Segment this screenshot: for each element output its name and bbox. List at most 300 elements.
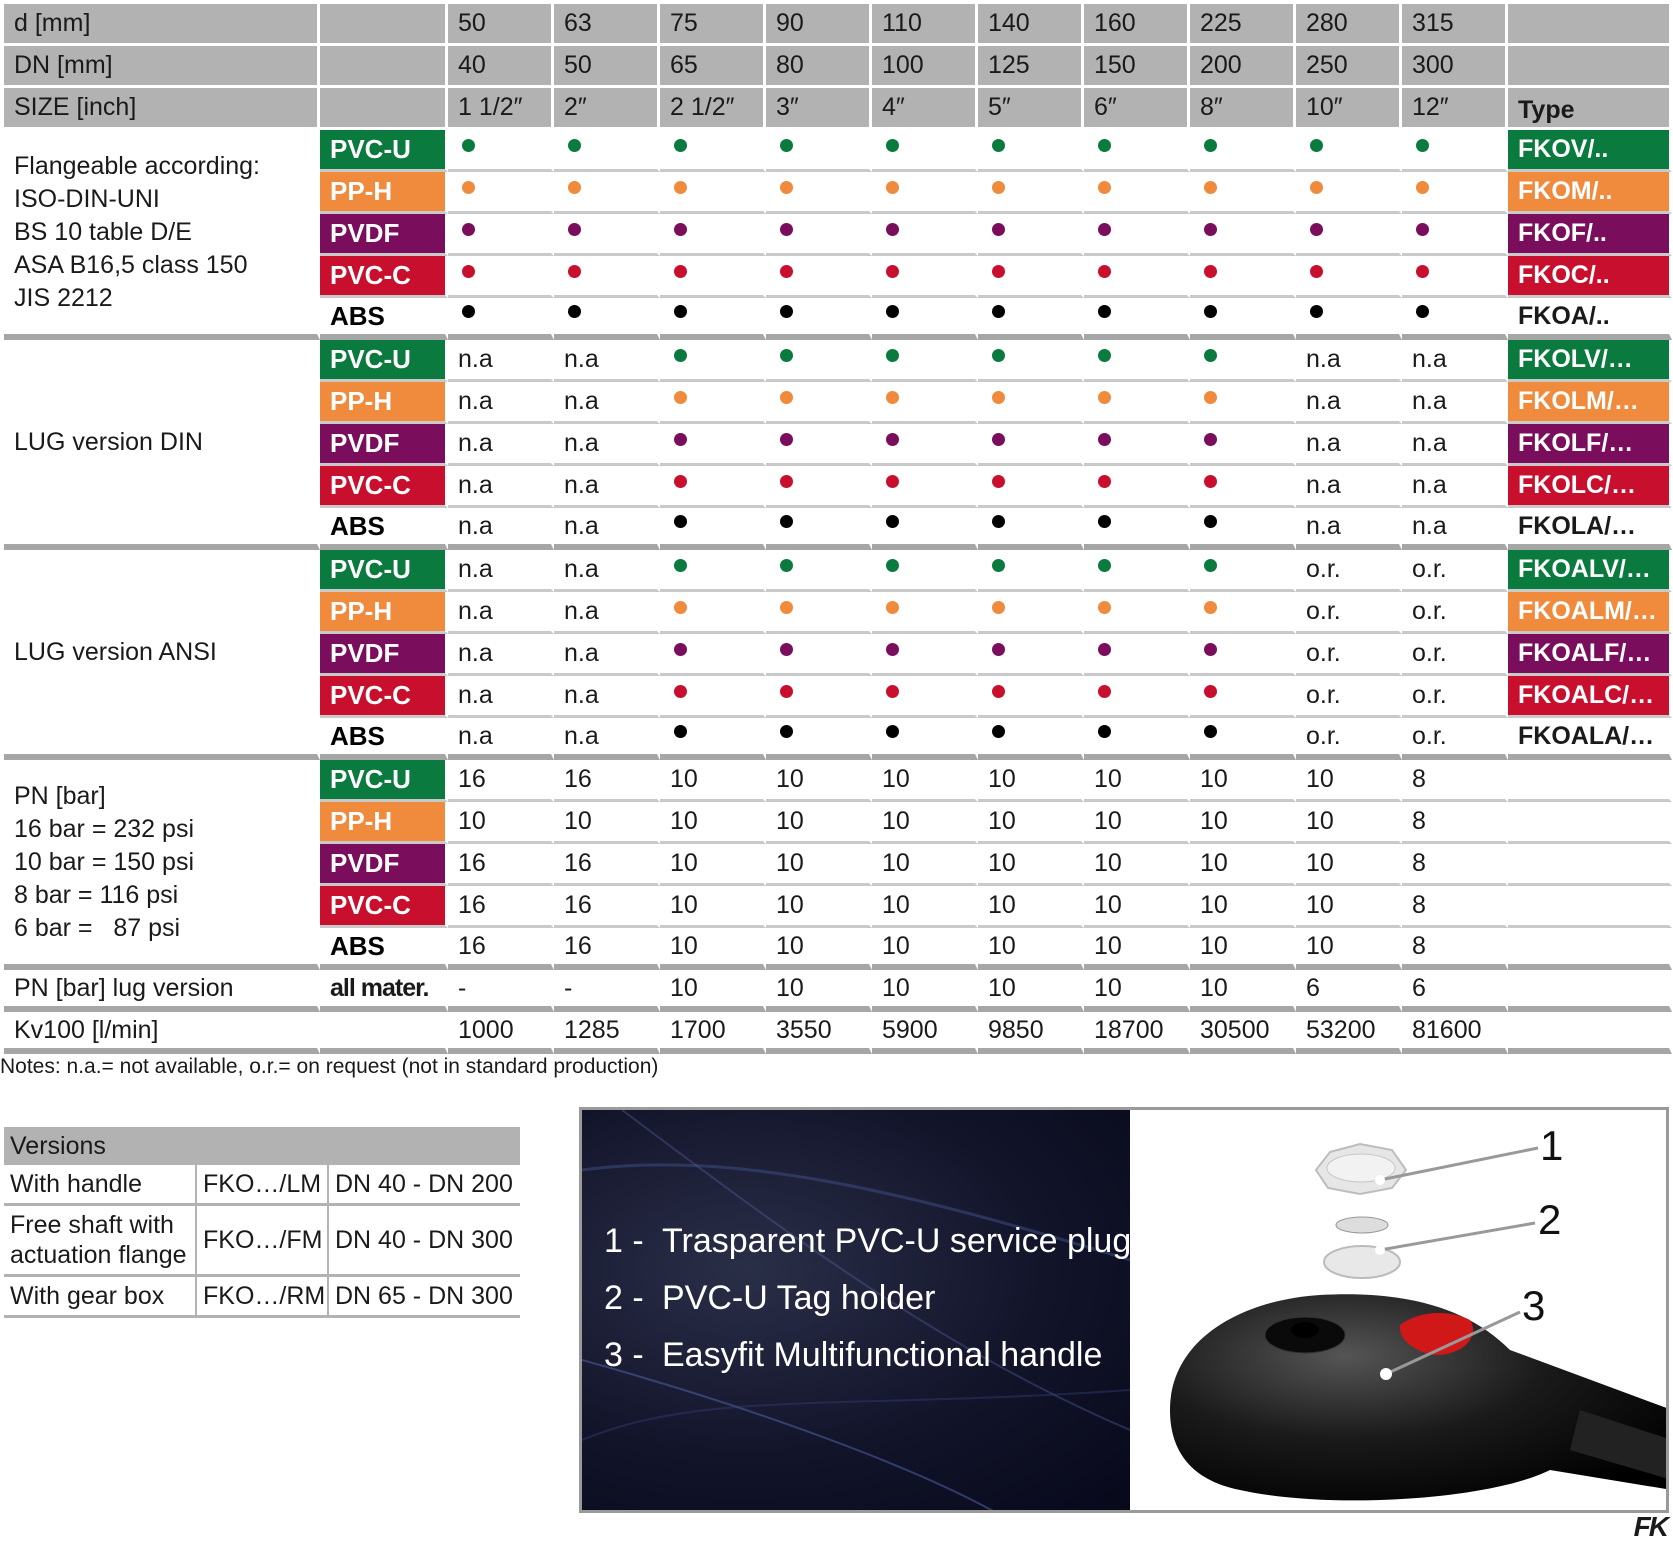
header-value: 100 xyxy=(872,46,978,88)
table-cell xyxy=(978,172,1084,214)
table-cell xyxy=(766,214,872,256)
availability-dot xyxy=(1204,265,1217,278)
header-value: 280 xyxy=(1296,4,1402,46)
table-cell: 10 xyxy=(1296,928,1402,970)
table-cell: n.a xyxy=(448,508,554,550)
header-value: 1 1/2″ xyxy=(448,88,554,130)
type-code: FKOLA/… xyxy=(1508,508,1672,550)
availability-dot xyxy=(674,305,687,318)
version-row xyxy=(4,1165,520,1205)
material-row xyxy=(4,550,1672,592)
table-cell xyxy=(872,340,978,382)
table-cell xyxy=(1190,718,1296,760)
table-cell xyxy=(448,130,554,172)
table-cell: 81600 xyxy=(1402,1012,1508,1054)
table-cell: n.a xyxy=(1296,382,1402,424)
availability-dot xyxy=(1310,265,1323,278)
table-cell xyxy=(978,676,1084,718)
availability-dot xyxy=(992,685,1005,698)
table-cell: 10 xyxy=(1190,928,1296,970)
table-cell xyxy=(1402,256,1508,298)
table-cell xyxy=(978,592,1084,634)
header-value: 50 xyxy=(554,46,660,88)
availability-dot xyxy=(674,725,687,738)
availability-dot xyxy=(568,305,581,318)
material-badge: PVC-U xyxy=(320,550,448,592)
header-value: 50 xyxy=(448,4,554,46)
type-code: FKOC/.. xyxy=(1508,256,1672,298)
header-value: 8″ xyxy=(1190,88,1296,130)
availability-dot xyxy=(568,223,581,236)
material-badge: PVC-C xyxy=(320,676,448,718)
availability-dot xyxy=(780,601,793,614)
table-cell: 10 xyxy=(660,760,766,802)
table-cell xyxy=(978,214,1084,256)
table-cell: 10 xyxy=(660,928,766,970)
table-cell: 8 xyxy=(1402,928,1508,970)
header-row xyxy=(4,46,1672,88)
group-label-line: 16 bar = 232 psi xyxy=(14,814,194,843)
table-cell: n.a xyxy=(1402,466,1508,508)
table-cell xyxy=(978,340,1084,382)
material-row xyxy=(4,340,1672,382)
type-code: FKOA/.. xyxy=(1508,298,1672,340)
legend-number: 3 - xyxy=(604,1336,644,1374)
availability-dot xyxy=(1098,181,1111,194)
table-cell xyxy=(872,214,978,256)
table-cell xyxy=(1084,172,1190,214)
table-cell: n.a xyxy=(554,424,660,466)
table-cell: 10 xyxy=(1190,802,1296,844)
availability-dot xyxy=(1204,391,1217,404)
table-cell xyxy=(1190,634,1296,676)
table-cell xyxy=(660,130,766,172)
type-code: FKOV/.. xyxy=(1508,130,1672,172)
table-cell xyxy=(872,718,978,760)
table-cell xyxy=(1190,214,1296,256)
fk-logo: FK xyxy=(1633,1511,1667,1542)
availability-dot xyxy=(462,223,475,236)
table-cell xyxy=(660,466,766,508)
availability-dot xyxy=(886,559,899,572)
availability-dot xyxy=(674,349,687,362)
header-value: 200 xyxy=(1190,46,1296,88)
availability-dot xyxy=(992,391,1005,404)
table-cell: 10 xyxy=(978,928,1084,970)
table-cell: 8 xyxy=(1402,802,1508,844)
table-cell xyxy=(1084,634,1190,676)
version-name: With gear box xyxy=(4,1276,196,1317)
availability-dot xyxy=(1204,475,1217,488)
table-cell xyxy=(872,130,978,172)
availability-dot xyxy=(886,181,899,194)
availability-dot xyxy=(462,305,475,318)
header-value: 63 xyxy=(554,4,660,46)
availability-dot xyxy=(780,515,793,528)
table-cell xyxy=(872,634,978,676)
header-value: 40 xyxy=(448,46,554,88)
table-cell: - xyxy=(448,970,554,1012)
table-cell: o.r. xyxy=(1296,592,1402,634)
availability-dot xyxy=(674,391,687,404)
availability-dot xyxy=(886,305,899,318)
table-cell xyxy=(660,424,766,466)
table-cell: 16 xyxy=(448,760,554,802)
table-cell: 10 xyxy=(1296,802,1402,844)
table-cell xyxy=(1190,130,1296,172)
header-value: 80 xyxy=(766,46,872,88)
table-cell xyxy=(1084,298,1190,340)
table-cell xyxy=(872,592,978,634)
table-cell xyxy=(872,172,978,214)
group-label-line: ISO-DIN-UNI xyxy=(14,184,160,213)
header-label: d [mm] xyxy=(4,4,320,46)
availability-dot xyxy=(886,433,899,446)
table-cell: n.a xyxy=(1402,340,1508,382)
table-cell xyxy=(660,676,766,718)
header-value: 3″ xyxy=(766,88,872,130)
table-cell: n.a xyxy=(448,382,554,424)
header-blank xyxy=(320,4,448,46)
availability-dot xyxy=(674,475,687,488)
table-cell: o.r. xyxy=(1296,676,1402,718)
table-cell: 1700 xyxy=(660,1012,766,1054)
table-cell: 53200 xyxy=(1296,1012,1402,1054)
material-badge: PVDF xyxy=(320,424,448,466)
availability-dot xyxy=(1310,181,1323,194)
table-cell: n.a xyxy=(448,676,554,718)
availability-dot xyxy=(568,181,581,194)
table-cell xyxy=(1402,130,1508,172)
table-cell: 8 xyxy=(1402,844,1508,886)
table-cell: n.a xyxy=(448,466,554,508)
table-cell xyxy=(872,676,978,718)
availability-dot xyxy=(674,433,687,446)
table-cell: 8 xyxy=(1402,760,1508,802)
table-cell xyxy=(766,634,872,676)
availability-dot xyxy=(1204,559,1217,572)
type-code: FKOLF/… xyxy=(1508,424,1672,466)
table-cell xyxy=(660,172,766,214)
table-cell: n.a xyxy=(554,340,660,382)
availability-dot xyxy=(1098,139,1111,152)
availability-dot xyxy=(1416,181,1429,194)
availability-dot xyxy=(780,139,793,152)
table-cell xyxy=(766,466,872,508)
material-badge: PVC-U xyxy=(320,760,448,802)
table-cell xyxy=(1084,592,1190,634)
legend-item-1 xyxy=(604,1222,1131,1261)
table-cell xyxy=(1296,256,1402,298)
table-cell: 10 xyxy=(978,886,1084,928)
group-label-line: 10 bar = 150 psi xyxy=(14,847,194,876)
material-badge: ABS xyxy=(320,718,448,760)
availability-dot xyxy=(886,265,899,278)
legend-background xyxy=(582,1110,1130,1510)
header-blank xyxy=(320,46,448,88)
header-value: 2 1/2″ xyxy=(660,88,766,130)
table-cell: 10 xyxy=(660,970,766,1012)
table-cell: 10 xyxy=(1084,886,1190,928)
material-badge: PP-H xyxy=(320,802,448,844)
type-code: FKOLV/… xyxy=(1508,340,1672,382)
availability-dot xyxy=(886,515,899,528)
table-cell xyxy=(872,424,978,466)
table-cell xyxy=(766,676,872,718)
table-cell xyxy=(1190,592,1296,634)
availability-dot xyxy=(674,601,687,614)
table-cell: o.r. xyxy=(1402,676,1508,718)
availability-dot xyxy=(674,139,687,152)
table-cell: 1000 xyxy=(448,1012,554,1054)
table-cell: 10 xyxy=(1084,928,1190,970)
availability-dot xyxy=(780,391,793,404)
header-value: 300 xyxy=(1402,46,1508,88)
availability-dot xyxy=(1098,601,1111,614)
type-code xyxy=(1508,844,1672,886)
availability-dot xyxy=(1204,181,1217,194)
table-cell: n.a xyxy=(1296,508,1402,550)
table-cell xyxy=(1190,424,1296,466)
availability-dot xyxy=(886,643,899,656)
table-cell xyxy=(1084,214,1190,256)
material-badge: PVDF xyxy=(320,214,448,256)
table-cell: 10 xyxy=(872,886,978,928)
availability-dot xyxy=(992,643,1005,656)
material-badge: ABS xyxy=(320,928,448,970)
table-cell: 10 xyxy=(978,802,1084,844)
valve-spec-table xyxy=(4,4,1672,1054)
availability-dot xyxy=(992,305,1005,318)
availability-dot xyxy=(780,433,793,446)
availability-dot xyxy=(780,265,793,278)
availability-dot xyxy=(1204,223,1217,236)
group-label xyxy=(4,760,320,970)
table-cell: n.a xyxy=(1402,508,1508,550)
availability-dot xyxy=(462,265,475,278)
table-cell: 10 xyxy=(1084,802,1190,844)
product-photo-panel xyxy=(579,1107,1669,1513)
legend-text: Trasparent PVC-U service plug xyxy=(662,1222,1132,1260)
header-value: 225 xyxy=(1190,4,1296,46)
table-cell: 9850 xyxy=(978,1012,1084,1054)
table-cell: n.a xyxy=(448,634,554,676)
availability-dot xyxy=(780,643,793,656)
availability-dot xyxy=(1416,223,1429,236)
material-badge: PP-H xyxy=(320,382,448,424)
table-cell xyxy=(978,256,1084,298)
table-cell xyxy=(448,214,554,256)
table-cell xyxy=(766,550,872,592)
table-cell: 10 xyxy=(872,844,978,886)
table-cell: 30500 xyxy=(1190,1012,1296,1054)
table-cell: 6 xyxy=(1402,970,1508,1012)
table-cell: o.r. xyxy=(1296,718,1402,760)
availability-dot xyxy=(780,223,793,236)
availability-dot xyxy=(674,559,687,572)
table-cell xyxy=(766,172,872,214)
version-name: Free shaft with actuation flange xyxy=(4,1205,196,1276)
table-cell xyxy=(660,214,766,256)
type-code xyxy=(1508,886,1672,928)
table-cell: n.a xyxy=(554,550,660,592)
table-cell: 16 xyxy=(448,844,554,886)
table-cell: n.a xyxy=(1296,424,1402,466)
table-cell xyxy=(660,340,766,382)
table-cell xyxy=(978,298,1084,340)
table-cell xyxy=(1190,382,1296,424)
type-code: FKOF/.. xyxy=(1508,214,1672,256)
group-label-line: LUG version ANSI xyxy=(14,637,217,666)
table-cell: n.a xyxy=(554,592,660,634)
header-value: 250 xyxy=(1296,46,1402,88)
table-cell: o.r. xyxy=(1402,634,1508,676)
table-cell: n.a xyxy=(1296,466,1402,508)
table-cell xyxy=(554,256,660,298)
versions-title: Versions xyxy=(4,1127,520,1165)
legend-text: PVC-U Tag holder xyxy=(662,1279,936,1317)
table-cell: 10 xyxy=(766,928,872,970)
version-row xyxy=(4,1205,520,1276)
table-cell xyxy=(1296,130,1402,172)
table-cell: n.a xyxy=(554,508,660,550)
table-cell xyxy=(1402,172,1508,214)
availability-dot xyxy=(886,349,899,362)
availability-dot xyxy=(1416,139,1429,152)
availability-dot xyxy=(1098,725,1111,738)
table-cell: n.a xyxy=(554,718,660,760)
table-cell xyxy=(1190,172,1296,214)
table-cell: 6 xyxy=(1296,970,1402,1012)
table-cell: 10 xyxy=(766,802,872,844)
table-cell: 1285 xyxy=(554,1012,660,1054)
table-cell xyxy=(1084,130,1190,172)
table-cell: n.a xyxy=(554,634,660,676)
table-cell xyxy=(448,298,554,340)
header-row xyxy=(4,88,1672,130)
table-cell: o.r. xyxy=(1296,550,1402,592)
table-cell: n.a xyxy=(448,340,554,382)
table-cell: 5900 xyxy=(872,1012,978,1054)
availability-dot xyxy=(1204,515,1217,528)
availability-dot xyxy=(992,349,1005,362)
type-code xyxy=(1508,928,1672,970)
table-cell xyxy=(766,340,872,382)
handle-icon xyxy=(1170,1294,1669,1500)
header-label: SIZE [inch] xyxy=(4,88,320,130)
table-cell xyxy=(1084,676,1190,718)
material-badge: PVC-C xyxy=(320,256,448,298)
availability-dot xyxy=(780,559,793,572)
table-cell xyxy=(1296,172,1402,214)
availability-dot xyxy=(886,601,899,614)
table-cell: 10 xyxy=(1296,886,1402,928)
table-cell xyxy=(1190,466,1296,508)
header-value: 12″ xyxy=(1402,88,1508,130)
availability-dot xyxy=(992,725,1005,738)
header-value: 150 xyxy=(1084,46,1190,88)
table-cell: 16 xyxy=(448,886,554,928)
type-code: FKOM/.. xyxy=(1508,172,1672,214)
availability-dot xyxy=(1098,391,1111,404)
extra-row xyxy=(4,1012,1672,1054)
availability-dot xyxy=(992,181,1005,194)
header-label: DN [mm] xyxy=(4,46,320,88)
table-cell: 16 xyxy=(554,886,660,928)
callout-label-1: 1 xyxy=(1540,1122,1564,1169)
header-value: 90 xyxy=(766,4,872,46)
availability-dot xyxy=(886,475,899,488)
table-cell xyxy=(1296,298,1402,340)
availability-dot xyxy=(780,349,793,362)
table-cell xyxy=(448,256,554,298)
type-blank xyxy=(1508,1012,1672,1054)
table-cell xyxy=(1084,340,1190,382)
group-label-line: ASA B16,5 class 150 xyxy=(14,250,248,279)
versions-table xyxy=(4,1127,520,1318)
header-value: 315 xyxy=(1402,4,1508,46)
table-cell xyxy=(660,382,766,424)
type-code: FKOALM/… xyxy=(1508,592,1672,634)
table-cell: 10 xyxy=(554,802,660,844)
table-cell xyxy=(766,298,872,340)
table-cell: o.r. xyxy=(1296,634,1402,676)
table-cell xyxy=(872,466,978,508)
table-cell xyxy=(978,382,1084,424)
availability-dot xyxy=(1416,305,1429,318)
table-cell: 10 xyxy=(1190,844,1296,886)
header-value: 125 xyxy=(978,46,1084,88)
header-value: 6″ xyxy=(1084,88,1190,130)
table-cell: 10 xyxy=(660,844,766,886)
version-code: FKO…/FM xyxy=(196,1205,328,1276)
version-code: FKO…/RM xyxy=(196,1276,328,1317)
header-value: 75 xyxy=(660,4,766,46)
row-material xyxy=(320,1012,448,1054)
table-cell xyxy=(766,256,872,298)
availability-dot xyxy=(886,725,899,738)
table-cell xyxy=(1402,214,1508,256)
legend-item-3 xyxy=(604,1336,1102,1375)
table-cell xyxy=(978,634,1084,676)
type-header xyxy=(1508,46,1672,88)
table-cell xyxy=(978,508,1084,550)
legend-text: Easyfit Multifunctional handle xyxy=(662,1336,1103,1374)
availability-dot xyxy=(1310,223,1323,236)
table-cell xyxy=(660,508,766,550)
table-cell xyxy=(1190,256,1296,298)
table-cell xyxy=(978,130,1084,172)
group-label-line: 6 bar = 87 psi xyxy=(14,913,181,942)
table-cell xyxy=(660,298,766,340)
material-badge: ABS xyxy=(320,508,448,550)
availability-dot xyxy=(1416,265,1429,278)
table-cell: 16 xyxy=(554,844,660,886)
table-cell: 10 xyxy=(766,844,872,886)
table-cell: 10 xyxy=(1296,844,1402,886)
table-cell xyxy=(1402,298,1508,340)
availability-dot xyxy=(886,685,899,698)
table-cell xyxy=(978,424,1084,466)
material-badge: PP-H xyxy=(320,592,448,634)
material-badge: PVC-U xyxy=(320,130,448,172)
material-badge: PVC-U xyxy=(320,340,448,382)
table-cell: 18700 xyxy=(1084,1012,1190,1054)
table-cell xyxy=(660,550,766,592)
legend-number: 1 - xyxy=(604,1222,644,1260)
table-cell xyxy=(766,592,872,634)
table-cell xyxy=(766,382,872,424)
